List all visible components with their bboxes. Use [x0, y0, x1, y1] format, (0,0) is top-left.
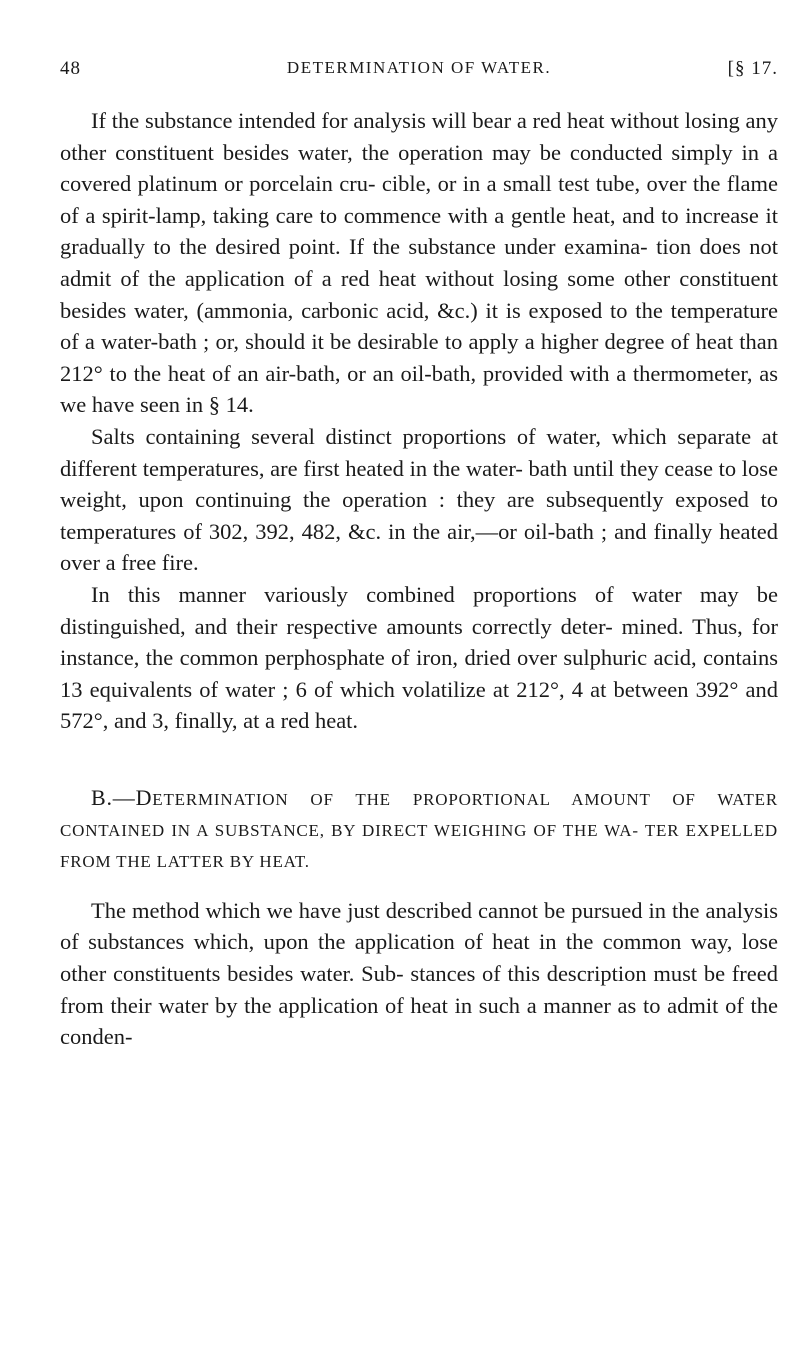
running-head [60, 58, 778, 88]
section-dash: — [112, 784, 136, 810]
page-number: 48 [60, 58, 81, 79]
heading-initial: D [135, 784, 153, 810]
body-text [60, 105, 778, 1053]
paragraph-red-heat: If the substance intended for analysis will bear a red heat without losing any other constituent besides water, the operation may be conducted simply in a covered platinum or porcelain cru- cible, or in a small test tube, over the flame of a spirit-lamp, taking care to commence with a gentle heat, and to increase it gradually to the desired point. If the substance under examina- tion does not admit of the application of a red heat without losing some other constituent besides water, (ammonia, carbonic acid, &c.) it is exposed to the temperature of a water-bath ; or, should it be desirable to apply a higher degree of heat than 212° to the heat of an air-bath, or an oil-bath, provided with a thermometer, as we have seen in § 14. [60, 108, 778, 418]
section-heading [60, 782, 778, 877]
paragraph-proportions: In this manner variously combined proportions of water may be distinguished, and their respective amounts correctly deter- mined. Thus, for instance, the common perphosphate of iron, dried over sulphuric acid, contains 13 equivalents of water ; 6 of which volatilize at 212°, 4 at between 392° and 572°, and 3, finally, at a red heat. [60, 581, 778, 734]
running-head-title: DETERMINATION OF WATER. [286, 58, 552, 77]
heading-text: ETERMINATION OF THE PROPORTIONAL AMOUNT OF WATER CONTAINED IN A SUBSTANCE, BY DIRECT WEIGHING OF THE WA- TER EXPELLED FROM THE LATTER BY HEAT. [60, 789, 778, 871]
paragraph-method: The method which we have just described cannot be pursued in the analysis of substances which, upon the application of heat in the common way, lose other constituents besides water. Sub- stances of this description must be freed from their water by the application of heat in such a manner as to admit of the conden- [60, 897, 778, 1050]
paragraph-salts: Salts containing several distinct proportions of water, which separate at different temperatures, are first heated in the water- bath until they cease to lose weight, upon continuing the operation : they are subsequently exposed to temperatures of 302, 392, 482, &c. in the air,—or oil-bath ; and finally heated over a free fire. [60, 423, 778, 576]
section-label: B. [91, 784, 113, 810]
section-reference: [§ 17. [727, 58, 778, 79]
